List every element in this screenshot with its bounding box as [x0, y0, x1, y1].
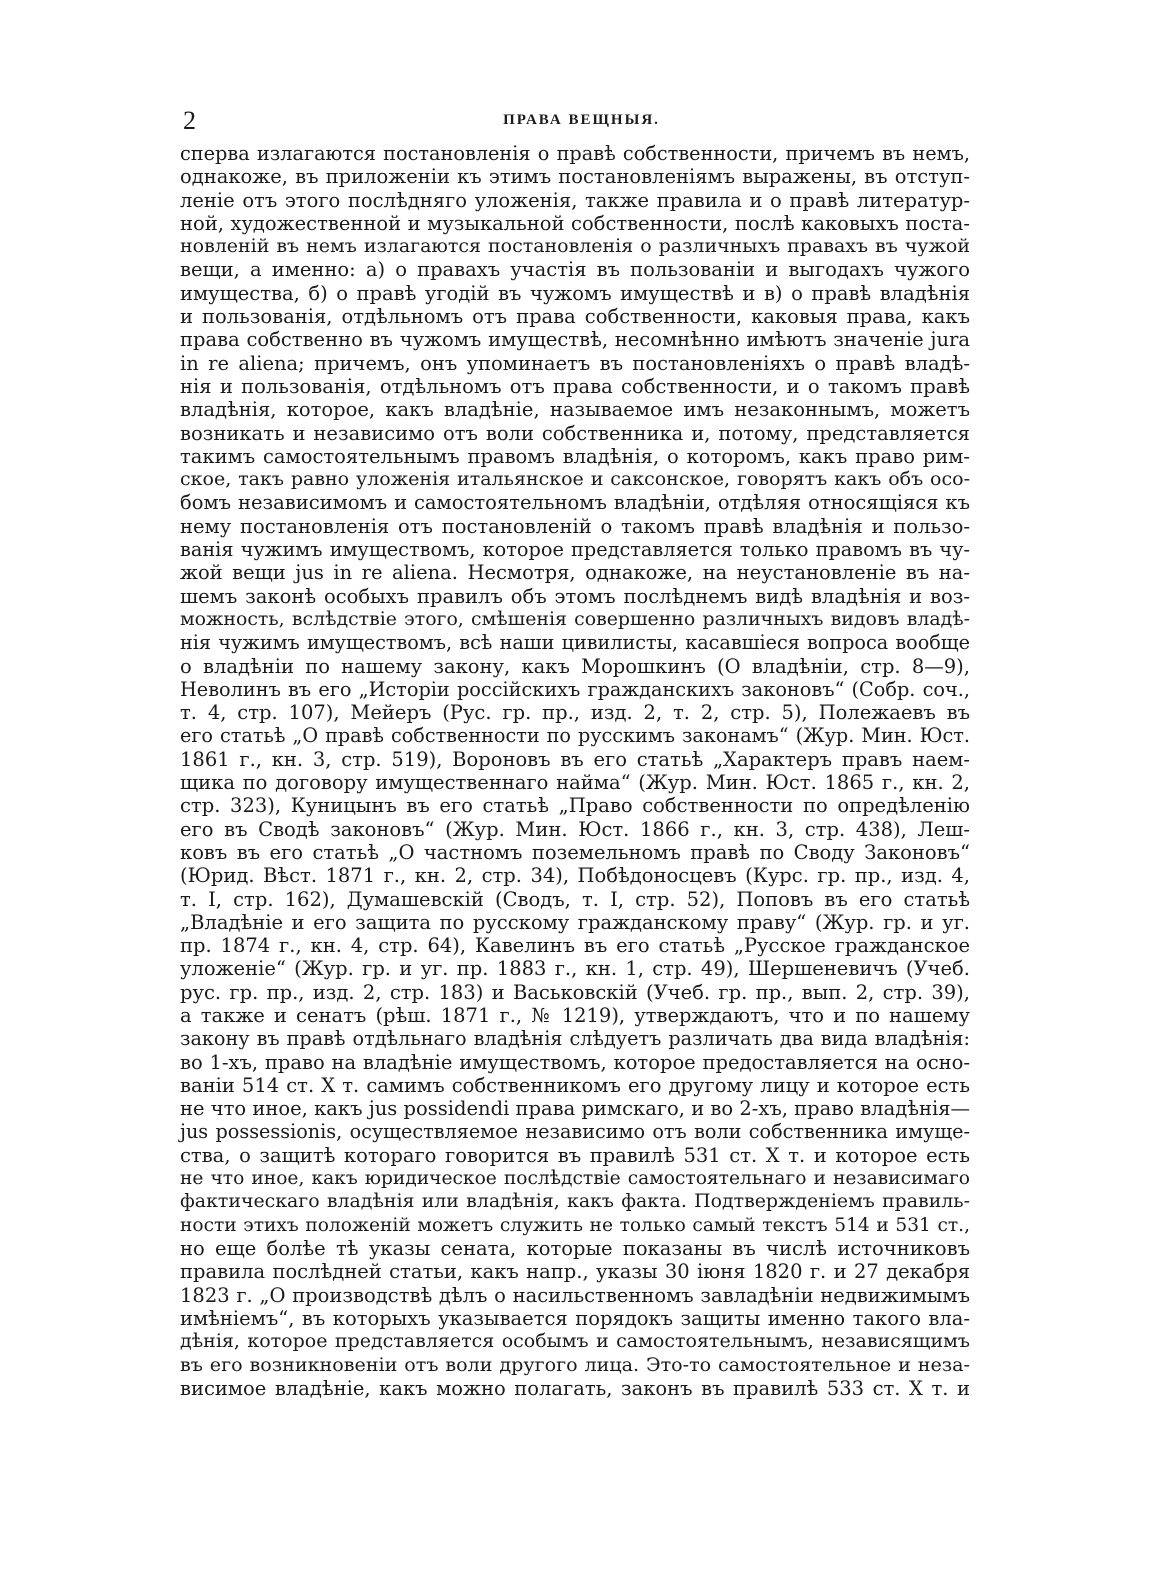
running-title: ПРАВА ВЕЩНЫЯ.	[503, 112, 660, 128]
text-line: о владѣніи по нашему закону, какъ Морошкинъ (О владѣніи, стр. 8—9),	[180, 654, 970, 678]
text-line: сперва излагаются постановленія о правѣ собственности, причемъ въ немъ,	[180, 142, 970, 165]
text-line: имѣніемъ“, въ которыхъ указывается порядокъ защиты именно такого вла-	[180, 1306, 970, 1330]
text-line: нія чужимъ имуществомъ, всѣ наши цивилисты, касавшіеся вопроса вообще	[180, 631, 970, 655]
text-line: рус. гр. пр., изд. 2, стр. 183) и Васьковскій (Учеб. гр. пр., вып. 2, стр. 39),	[180, 980, 970, 1004]
page-number: 2	[183, 106, 196, 135]
text-line: но еще болѣе тѣ указы сената, которые показаны въ числѣ источниковъ	[180, 1236, 970, 1260]
text-line: и пользованія, отдѣльномъ отъ права собственности, каковыя права, какъ	[180, 305, 970, 329]
text-line: закону въ правѣ отдѣльнаго владѣнія слѣдуетъ различать два вида владѣнія:	[180, 1027, 970, 1051]
text-line: пр. 1874 г., кн. 4, стр. 64), Кавелинъ въ его статьѣ „Русское гражданское	[180, 934, 970, 958]
text-line: новленій въ немъ излагаются постановленія о различныхъ правахъ въ чужой	[180, 235, 970, 258]
text-line: леніе отъ этого послѣдняго уложенія, также правила и о правѣ литератур-	[180, 188, 970, 212]
text-line: во 1-хъ, право на владѣніе имуществомъ, которое предоставляется на осно-	[180, 1050, 970, 1074]
text-line: вещи, а именно: а) о правахъ участія въ пользованіи и выгодахъ чужого	[180, 258, 970, 282]
text-line: однакоже, въ приложеніи къ этимъ постановленіямъ выражены, въ отступ-	[180, 165, 970, 189]
text-line: ной, художественной и музыкальной собственности, послѣ каковыхъ поста-	[180, 211, 970, 235]
text-line: „Владѣніе и его защита по русскому гражданскому праву“ (Жур. гр. и уг.	[180, 910, 970, 934]
text-line: ваніи 514 ст. X т. самимъ собственникомъ его другому лицу и которое есть	[180, 1073, 970, 1097]
text-line: имущества, б) о правѣ угодій въ чужомъ имуществѣ и в) о правѣ владѣнія	[180, 281, 970, 305]
text-line: фактическаго владѣнія или владѣнія, какъ факта. Подтвержденіемъ правиль-	[180, 1190, 970, 1213]
text-line: ства, о защитѣ котораго говорится въ правилѣ 531 ст. X т. и которое есть	[180, 1143, 970, 1167]
text-line: нія и пользованія, отдѣльномъ отъ права собственности, и о такомъ правѣ	[180, 374, 970, 398]
text-line: возникать и независимо отъ воли собственника и, потому, представляется	[180, 421, 970, 445]
text-line: Неволинъ въ его „Исторіи россійскихъ гражданскихъ законовъ“ (Собр. соч.,	[180, 677, 970, 701]
text-line: ское, такъ равно уложенія итальянское и саксонское, говорятъ какъ объ осо-	[180, 468, 970, 491]
text-line: ковъ въ его статьѣ „О частномъ поземельномъ правѣ по Своду Законовъ“	[180, 840, 970, 864]
text-line: стр. 323), Куницынъ въ его статьѣ „Право собственности по опредѣленію	[180, 794, 970, 818]
text-line: можность, вслѣдствіе этого, смѣшенія совершенно различныхъ видовъ владѣ-	[180, 607, 970, 630]
text-line: правила послѣдней статьи, какъ напр., указы 30 іюня 1820 г. и 27 декабря	[180, 1260, 970, 1284]
text-line: щика по договору имущественнаго найма“ (Жур. Мин. Юст. 1865 г., кн. 2,	[180, 771, 970, 795]
text-line: не что иное, какъ юридическое послѣдствіе самостоятельнаго и независимаго	[180, 1168, 970, 1190]
text-line: т. 4, стр. 107), Мейеръ (Рус. гр. пр., изд. 2, т. 2, стр. 5), Полежаевъ въ	[180, 701, 970, 725]
text-line: бомъ независимомъ и самостоятельномъ владѣніи, отдѣляя относящіяся къ	[180, 491, 970, 515]
text-line: а также и сенатъ (рѣш. 1871 г., № 1219), утверждаютъ, что и по нашему	[180, 1003, 970, 1027]
text-line: 1823 г. „О производствѣ дѣлъ о насильственномъ завладѣніи недвижимымъ	[180, 1283, 970, 1307]
text-line: его въ Сводѣ законовъ“ (Жур. Мин. Юст. 1866 г., кн. 3, стр. 438), Леш-	[180, 817, 970, 841]
text-line: 1861 г., кн. 3, стр. 519), Вороновъ въ его статьѣ „Характеръ правъ наем-	[180, 747, 970, 771]
text-line: такимъ самостоятельнымъ правомъ владѣнія, о которомъ, какъ право рим-	[180, 444, 970, 468]
text-line: уложеніе“ (Жур. гр. и уг. пр. 1883 г., кн. 1, стр. 49), Шершеневичъ (Учеб.	[180, 957, 970, 981]
text-line: ванія чужимъ имуществомъ, которое представляется только правомъ въ чу-	[180, 538, 970, 562]
text-line: его статьѣ „О правѣ собственности по русскимъ законамъ“ (Жур. Мин. Юст.	[180, 724, 970, 748]
text-line: владѣнія, которое, какъ владѣніе, называемое имъ незаконнымъ, можетъ	[180, 398, 970, 422]
text-line: шемъ законѣ особыхъ правилъ объ этомъ послѣднемъ видѣ владѣнія и воз-	[180, 584, 970, 608]
text-line: jus possessionis, осуществляемое независимо отъ воли собственника имуще-	[180, 1120, 970, 1144]
text-line	[180, 1400, 970, 1423]
text-line: не что иное, какъ jus possidendi права римскаго, и во 2-хъ, право владѣнія—	[180, 1097, 970, 1121]
text-line: дѣнія, которое представляется особымъ и самостоятельнымъ, независящимъ	[180, 1330, 970, 1353]
text-line: нему постановленія отъ постановленій о такомъ правѣ владѣнія и пользо-	[180, 514, 970, 538]
text-line: in re aliena; причемъ, онъ упоминаетъ въ постановленіяхъ о правѣ владѣ-	[180, 351, 970, 375]
text-line: т. I, стр. 162), Думашевскій (Сводъ, т. I, стр. 52), Поповъ въ его статьѣ	[180, 887, 970, 911]
body-text	[180, 142, 970, 1423]
text-line: въ его возникновеніи отъ воли другого лица. Это-то самостоятельное и неза-	[180, 1353, 970, 1377]
text-line: ности этихъ положеній можетъ служить не только самый текстъ 514 и 531 ст.,	[180, 1214, 970, 1236]
text-line: права собственно въ чужомъ имуществѣ, несомнѣнно имѣютъ значеніе jura	[180, 328, 970, 352]
text-line: висимое владѣніе, какъ можно полагать, законъ въ правилѣ 533 ст. X т. и	[180, 1376, 970, 1400]
text-line: жой вещи jus in re aliena. Несмотря, однакоже, на неустановленіе въ на-	[180, 561, 970, 585]
text-line: (Юрид. Вѣст. 1871 г., кн. 2, стр. 34), Побѣдоносцевъ (Курс. гр. пр., изд. 4,	[180, 864, 970, 888]
